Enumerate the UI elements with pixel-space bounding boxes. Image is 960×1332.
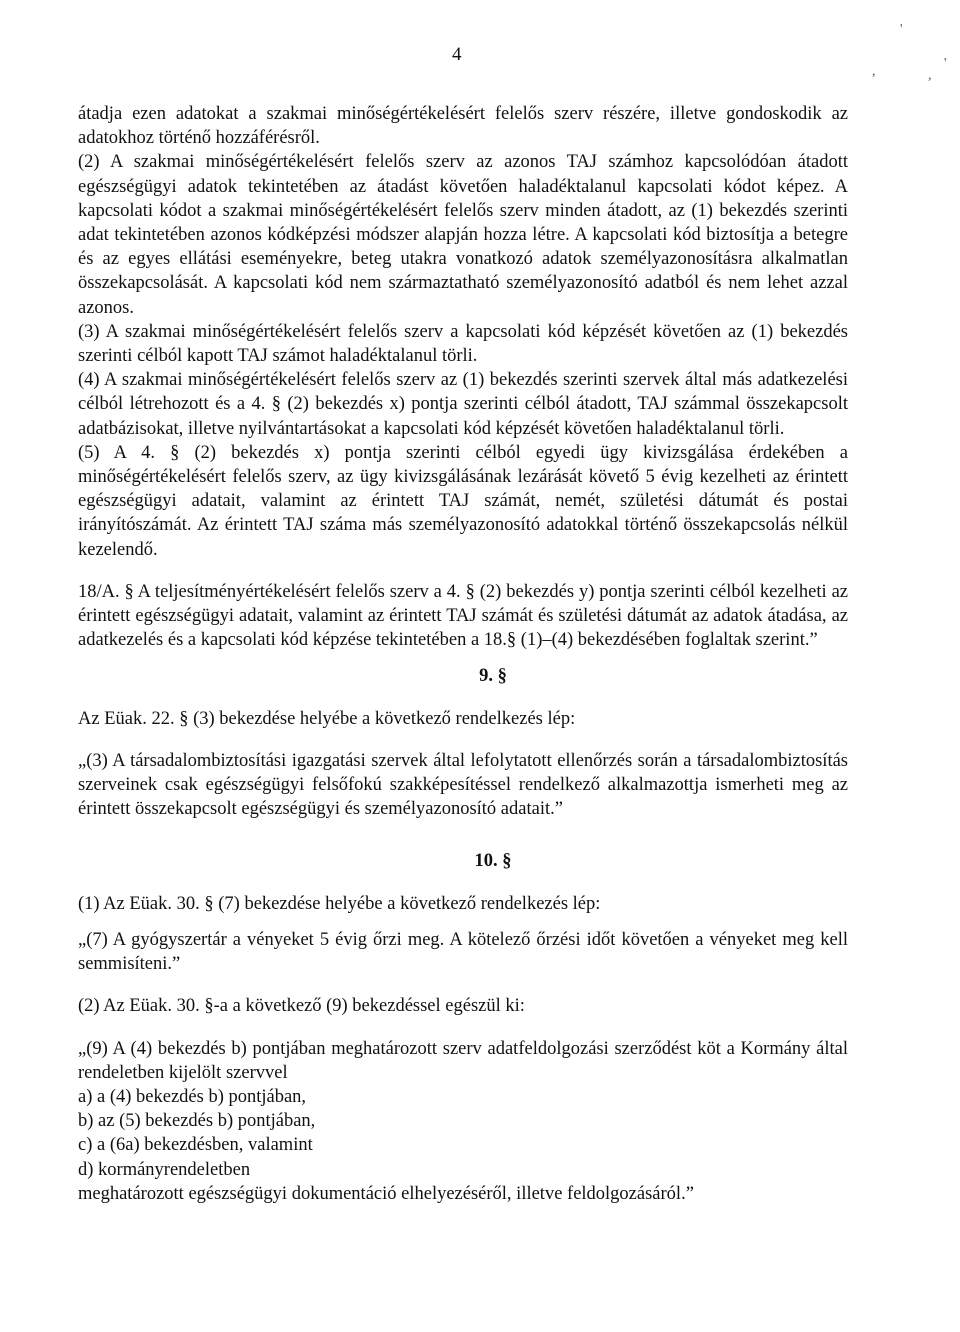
list-item: c) a (6a) bekezdésben, valamint (78, 1135, 313, 1156)
paragraph-2: (2) A szakmai minőségértékelésért felelős szerv az azonos TAJ számhoz kapcsolódóan átadott egészségügyi adatok tekintetében az átadást követően haladéktalanul kapcsolati kódot képez. A kapcsolati kódot a szakmai minőségértékelésért felelős szerv minden átadott, az (1) bekezdés szerinti adat tekintetében azonos kódképzési módszer alapján hozza létre. A kapcsolati kód biztosítja a betegre és az egyes ellátási eseményekre, beteg utakra vonatkozó adatok személyazonosításra alkalmatlan összekapcsolását. A kapcsolati kód nem származtatható személyazonosító adatból és nem lehet azzal azonos. (78, 152, 848, 318)
amendment-intro-22: Az Eüak. 22. § (3) bekezdése helyébe a következő rendelkezés lép: (78, 708, 576, 729)
section-18a: 18/A. § A teljesítményértékelésért felelős szerv a 4. § (2) bekezdés y) pontja szerinti célból kezelheti az érintett egészségügyi adatait, valamint az érintett TAJ számát és születési dátumát az adatok átadása, az adatkezelés és a kapcsolati kód képzése tekintetében a 18.§ (1)–(4) bekezdésében foglaltak szerint.” (78, 581, 848, 651)
scan-mark: ' (900, 22, 903, 37)
amendment-text-30-9: „(9) A (4) bekezdés b) pontjában meghatározott szerv adatfeldolgozási szerződést köt a Kormány által rendeletben kijelölt szervvel (78, 1038, 848, 1083)
paragraph-5: (5) A 4. § (2) bekezdés x) pontja szerinti célból egyedi ügy kivizsgálása érdekében a minőségértékelésért felelős szerv, az ügy kivizsgálásának lezárását követő 5 évig kezelheti az érintett egészségügyi adatait, valamint az érintett TAJ számát, nemét, születési dátumát és postai irányítószámát. Az érintett TAJ száma más személyazonosító adatokkal történő összekapcsolás nélkül kezelendő. (78, 442, 848, 560)
scan-mark: , (872, 64, 876, 79)
amendment-text-30-7: „(7) A gyógyszertár a vényeket 5 évig őrzi meg. A kötelező őrzési időt követően a vényeket meg kell semmisíteni.” (78, 929, 848, 975)
list-item: a) a (4) bekezdés b) pontjában, (78, 1086, 307, 1107)
amendment-intro-30-7: (1) Az Eüak. 30. § (7) bekezdése helyébe a következő rendelkezés lép: (78, 893, 601, 914)
scan-mark: , (928, 68, 932, 83)
amendment-intro-30-9: (2) Az Eüak. 30. §-a a következő (9) bekezdéssel egészül ki: (78, 996, 525, 1017)
section-heading-9: 9. § (479, 666, 507, 687)
closing-line: meghatározott egészségügyi dokumentáció elhelyezéséről, illetve feldolgozásáról.” (78, 1183, 694, 1204)
scan-mark: ' (944, 56, 947, 71)
list-item: b) az (5) bekezdés b) pontjában, (78, 1111, 316, 1132)
paragraph-4: (4) A szakmai minőségértékelésért felelős szerv az (1) bekezdés szerinti szervek által más adatkezelési célból létrehozott és a 4. § (2) bekezdés x) pontja szerinti célból átadott, TAJ számmal összekapcsolt adatbázisokat, illetve nyilvántartásokat a kapcsolati kód képzését követően haladéktalanul törli. (78, 370, 848, 439)
amendment-text-22-3: „(3) A társadalombiztosítási igazgatási szervek által lefolytatott ellenőrzés során a társadalombiztosítás szerveinek csak egészségügyi felsőfokú szakképesítéssel rendelkező alkalmazottja ismerheti meg az érintett összekapcsolt egészségügyi és személyazonosító adatait.” (78, 750, 848, 820)
document-body (78, 102, 848, 1206)
section-heading-10: 10. § (474, 851, 512, 872)
page-number: 4 (452, 44, 462, 65)
paragraph-continuation: átadja ezen adatokat a szakmai minőségértékelésért felelős szerv részére, illetve gondoskodik az adatokhoz történő hozzáférésről. (78, 104, 848, 149)
paragraph-3: (3) A szakmai minőségértékelésért felelős szerv a kapcsolati kód képzését követően az (1) bekezdés szerinti célból kapott TAJ számot haladéktalanul törli. (78, 321, 848, 367)
list-item: d) kormányrendeletben (78, 1159, 251, 1180)
